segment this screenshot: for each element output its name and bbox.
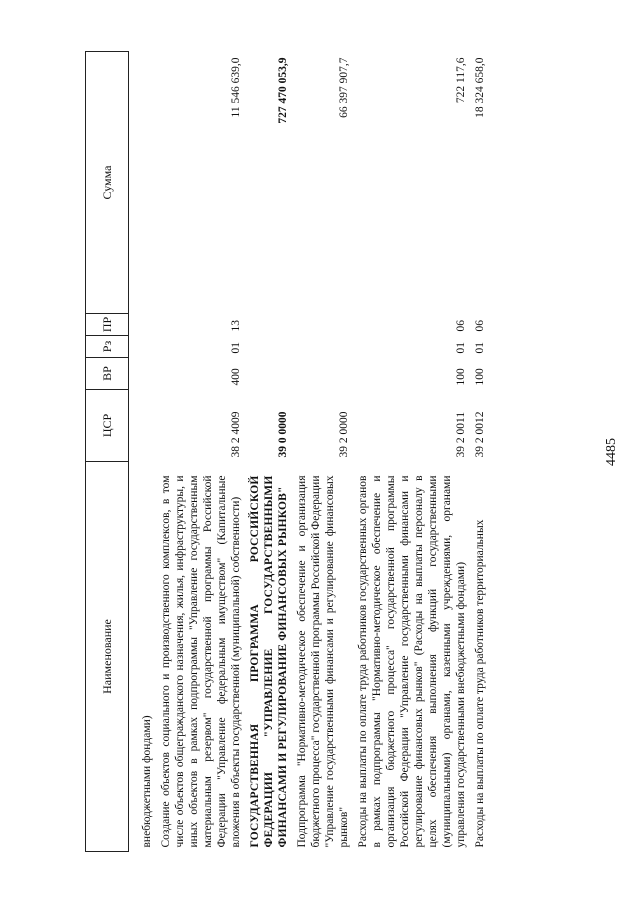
header-pr: ПР bbox=[86, 314, 129, 336]
table-row bbox=[248, 52, 295, 852]
row-pr bbox=[129, 314, 159, 336]
row-csr bbox=[129, 390, 159, 462]
table-row bbox=[295, 52, 356, 852]
row-rz: 01 bbox=[473, 342, 486, 354]
row-csr: 39 2 0000 bbox=[337, 411, 350, 458]
row-vr bbox=[295, 358, 356, 390]
row-pr: 06 bbox=[473, 320, 486, 332]
header-vr: ВР bbox=[86, 358, 129, 390]
row-csr: 39 2 0012 bbox=[473, 411, 486, 458]
row-rz bbox=[129, 336, 159, 358]
row-pr: 13 bbox=[229, 320, 242, 332]
row-name: ГОСУДАРСТВЕННАЯ ПРОГРАММА РОССИЙСКОЙ ФЕДЕРАЦИИ "УПРАВЛЕНИЕ ГОСУДАРСТВЕННЫМИ ФИНАНСАМИ И РЕГУЛИРОВАНИЕ ФИНАНСОВЫХ РЫНКОВ" bbox=[248, 475, 289, 848]
row-sum: 722 117,6 bbox=[454, 57, 467, 104]
header-csr: ЦСР bbox=[86, 390, 129, 462]
row-pr bbox=[248, 314, 295, 336]
row-rz bbox=[295, 336, 356, 358]
row-name: Создание объектов социального и производственного комплексов, в том числе объектов общегражданского назначения, жилья, инфраструктуры, и иных объектов в рамках подпрограммы "Управление государственным материальным резервом" государственной программы Российской Федерации "Управление федеральным имуществом" (Капитальные вложения в объекты государственной (муниципальной) собственности) bbox=[159, 475, 242, 848]
row-sum: 18 324 658,0 bbox=[473, 57, 486, 118]
row-csr: 39 0 0000 bbox=[276, 411, 289, 458]
row-sum: 11 546 639,0 bbox=[229, 57, 242, 118]
row-vr: 400 bbox=[229, 368, 242, 386]
row-rz: 01 bbox=[454, 342, 467, 354]
row-vr bbox=[248, 358, 295, 390]
header-name: Наименование bbox=[86, 462, 129, 852]
row-pr: 06 bbox=[454, 320, 467, 332]
header-sum: Сумма bbox=[86, 52, 129, 314]
row-name: внебюджетными фондами) bbox=[129, 462, 159, 852]
table-row bbox=[473, 52, 492, 852]
rotated-page-wrapper bbox=[85, 52, 595, 852]
row-sum: 66 397 907,7 bbox=[337, 57, 350, 118]
row-csr: 38 2 4009 bbox=[229, 411, 242, 458]
budget-table-container bbox=[85, 52, 595, 852]
row-sum bbox=[129, 52, 159, 314]
row-rz: 01 bbox=[229, 342, 242, 354]
row-vr: 100 bbox=[454, 368, 467, 386]
row-name: Расходы на выплаты по оплате труда работников государственных органов в рамках подпрограммы "Нормативно-методическое обеспечение и организация бюджетного процесса" государственной программы Российской Федерации "Управление государственными финансами и регулирование финансовых рынков" (Расходы на выплаты персоналу в целях обеспечения выполнения функций государственными (муниципальными) органами, казенными учреждениями, органами управления государственными внебюджетными фондами) bbox=[356, 475, 467, 848]
row-name: Расходы на выплаты по оплате труда работников территориальных bbox=[473, 519, 486, 848]
row-vr: 100 bbox=[473, 368, 486, 386]
budget-table bbox=[85, 51, 492, 852]
row-rz bbox=[248, 336, 295, 358]
page-number: 4485 bbox=[604, 438, 619, 466]
row-csr: 39 2 0011 bbox=[454, 411, 467, 458]
row-vr bbox=[129, 358, 159, 390]
row-name: Подпрограмма "Нормативно-методическое обеспечение и организация бюджетного процесса" государственной программы Российской Федерации "Управление государственными финансами и регулирование финансовых рынков" bbox=[295, 475, 350, 848]
row-sum: 727 470 053,9 bbox=[276, 57, 289, 124]
row-pr bbox=[295, 314, 356, 336]
header-rz: Рз bbox=[86, 336, 129, 358]
table-row bbox=[129, 52, 159, 852]
table-row bbox=[159, 52, 248, 852]
table-header-row bbox=[86, 52, 129, 852]
table-row bbox=[356, 52, 473, 852]
